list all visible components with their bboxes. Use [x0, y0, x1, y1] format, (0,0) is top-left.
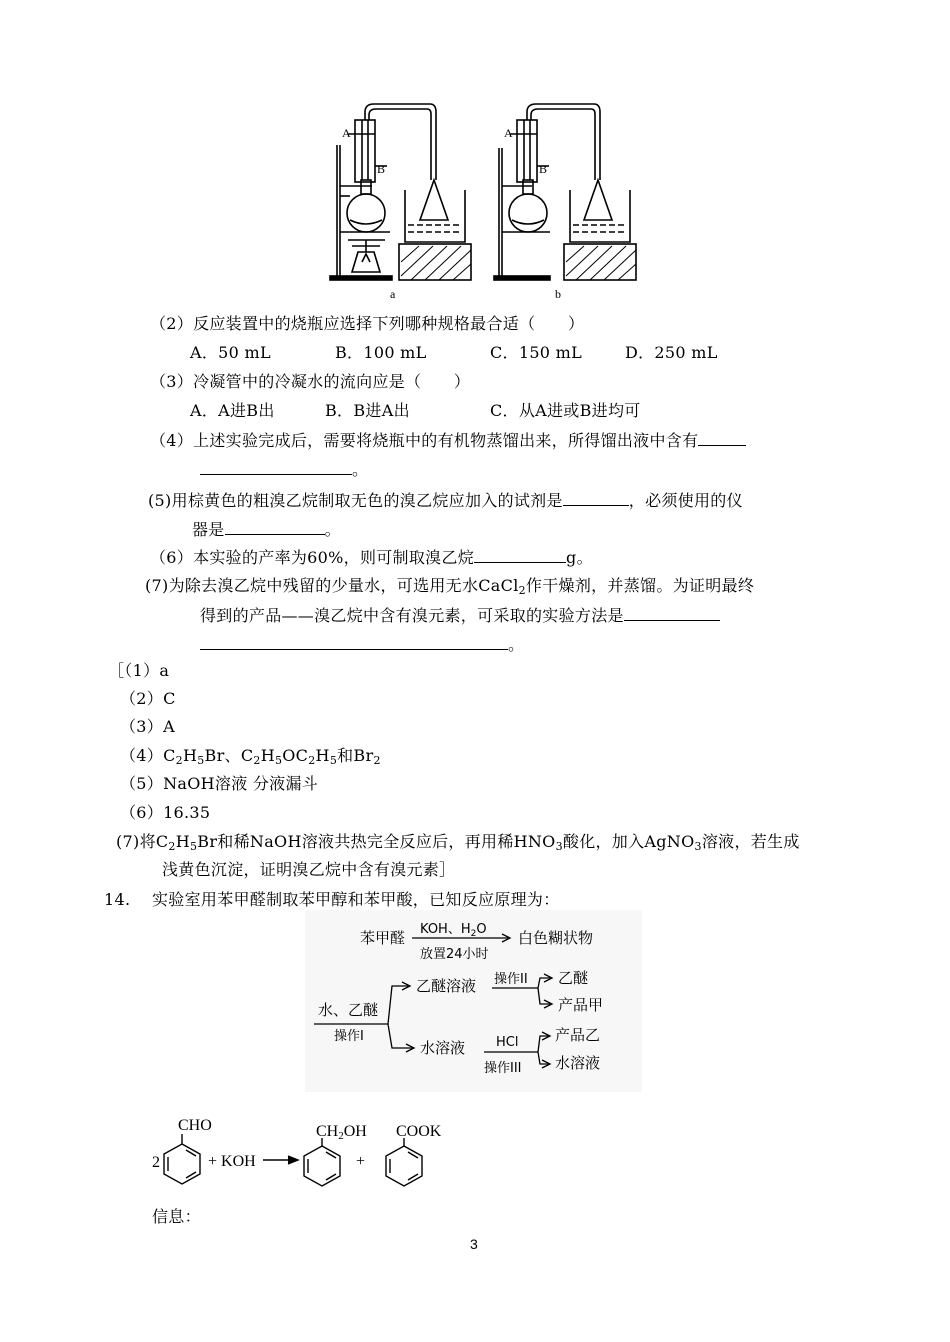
flow-ether: 乙醚	[558, 969, 589, 987]
plus-sign: +	[356, 1153, 366, 1170]
process-flow-chart	[0, 910, 950, 1110]
answer-blank[interactable]	[624, 604, 720, 621]
answer-blank[interactable]	[698, 429, 746, 446]
answer-7: (7)将$C_2H_5Br$和稀NaOH溶液共热完全反应后，再用稀$HNO_3$酸化，加入AgNO$_3$溶液，若生成	[116, 832, 800, 853]
question-2: （2）反应装置中的烧瓶应选择下列哪种规格最合适（ ）	[150, 314, 585, 333]
flow-aq-solution: 水溶液	[420, 1039, 466, 1057]
reaction-scheme	[0, 1112, 950, 1202]
flow-product-a: 产品甲	[558, 996, 604, 1014]
flow-reagent: KOH、$H_2O$	[420, 922, 487, 939]
label-A-b: A	[504, 126, 513, 140]
question-6-text: （6）本实验的产率为60%，则可制取溴乙烷	[150, 548, 475, 567]
answer-7-line-2: 浅黄色沉淀，证明溴乙烷中含有溴元素］	[162, 860, 456, 879]
question-5-text-cont: ，必须使用的仪	[628, 491, 743, 510]
label-B-b: B	[539, 162, 548, 176]
apparatus-figure	[0, 0, 950, 320]
cho-label: CHO	[178, 1117, 212, 1134]
question-5-text: (5)用棕黄色的粗溴乙烷制取无色的溴乙烷应加入的试剂是	[148, 491, 563, 510]
question-4-text: （4）上述实验完成后，需要将烧瓶中的有机物蒸馏出来，所得馏出液中含有	[150, 431, 699, 450]
flow-hcl: HCl	[496, 1035, 519, 1050]
figure-label-a: a	[390, 287, 396, 301]
period: 。	[352, 460, 369, 479]
q2-option-d: D．250 mL	[625, 343, 718, 362]
question-6-unit: g。	[566, 548, 593, 567]
label-B-a: B	[377, 162, 386, 176]
cook-label: COOK	[396, 1123, 442, 1140]
info-label: 信息：	[152, 1207, 201, 1226]
question-5-line-2	[192, 518, 341, 541]
question-7-line-3	[200, 633, 524, 656]
question-4	[150, 429, 746, 452]
flow-op2: 操作II	[494, 972, 528, 987]
flow-solvent: 水、乙醚	[318, 1001, 379, 1019]
question-14-number: 14.	[104, 890, 131, 909]
flow-product-b: 产品乙	[555, 1026, 601, 1044]
answer-4: $(4)C_2H_5Br$、$C_2H_5OC_2H_5$和$Br_2$	[120, 746, 381, 767]
question-7-text-2: 得到的产品——溴乙烷中含有溴元素，可采取的实验方法是	[200, 606, 624, 625]
answer-1: ［（1）a	[108, 661, 170, 680]
flow-product: 白色糊状物	[518, 929, 594, 947]
answer-blank[interactable]	[200, 633, 508, 650]
flow-op3: 操作III	[484, 1061, 522, 1076]
svg-text:CH2OH: CH2OH	[316, 1123, 367, 1142]
answer-6: （6）16.35	[120, 803, 211, 822]
answer-blank[interactable]	[200, 458, 352, 475]
question-7-text: (7)为除去溴乙烷中残留的少量水，可选用无水CaCl	[145, 576, 519, 595]
label-A-a: A	[342, 126, 351, 140]
period: 。	[324, 520, 341, 539]
question-4-line-2	[200, 458, 368, 481]
reaction-coefficient: 2	[152, 1154, 160, 1171]
question-7-text-cont: 作干燥剂，并蒸馏。为证明最终	[525, 576, 755, 595]
page-number: 3	[470, 1236, 479, 1252]
subscript: 2	[518, 584, 526, 597]
answer-3: （3）A	[120, 717, 175, 736]
flow-start: 苯甲醛	[360, 929, 406, 947]
answer-blank[interactable]	[225, 518, 325, 535]
question-5-text-2: 器是	[192, 520, 225, 539]
q2-option-a: A．50 mL	[190, 343, 271, 362]
q3-option-c: C．从A进或B进均可	[490, 401, 641, 420]
question-7-line-2	[200, 604, 720, 627]
answer-2: （2）C	[120, 689, 176, 708]
flow-reagent-bottom: 放置24小时	[420, 947, 489, 962]
answer-blank[interactable]	[474, 546, 566, 563]
answer-5: （5）NaOH溶液 分液漏斗	[120, 774, 319, 793]
figure-label-b: b	[555, 287, 561, 301]
period: 。	[508, 635, 525, 654]
flow-ether-solution: 乙醚溶液	[416, 977, 477, 995]
flow-op1: 操作I	[334, 1029, 364, 1044]
reactant-koh: + KOH	[208, 1153, 256, 1170]
question-3: （3）冷凝管中的冷凝水的流向应是（ ）	[150, 372, 471, 391]
question-5	[148, 489, 743, 512]
answer-blank[interactable]	[563, 489, 629, 506]
q3-option-b: B．B进A出	[325, 401, 410, 420]
question-6	[150, 546, 593, 569]
q3-option-a: A．A进B出	[190, 401, 275, 420]
flow-aq-end: 水溶液	[555, 1054, 601, 1072]
q2-option-c: C．150 mL	[490, 343, 583, 362]
q2-option-b: B．100 mL	[335, 343, 427, 362]
question-7	[145, 575, 754, 597]
question-14-text: 实验室用苯甲醛制取苯甲醇和苯甲酸，已知反应原理为：	[152, 890, 560, 909]
